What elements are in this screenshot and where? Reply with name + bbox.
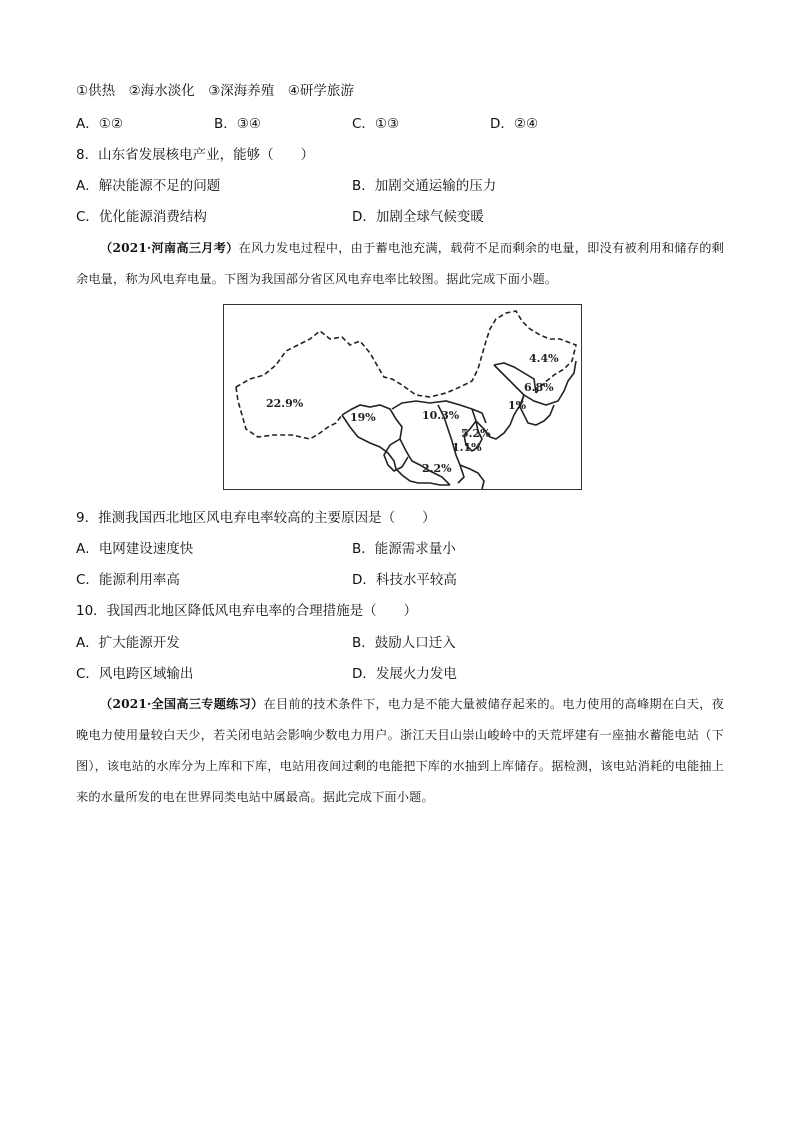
passage2-text: 在目前的技术条件下，电力是不能大量被储存起来的。电力使用的高峰期在白天，夜晚电力使用量较白天少，若关闭电站会影响少数电力用户。浙江天目山崇山峻岭中的天荒坪建有一座抽水蓄能电站（下图），该电站的水库分为上库和下库，电站用夜间过剩的电能把下库的水抽到上库储存。据检测，该电站消耗的电能抽上来的水量所发的电在世界同类电站中属最高。据此完成下面小题。 [76,697,724,804]
q9-options-row2 [76,571,736,589]
wind-curtailment-map [223,304,582,490]
map-label-shaanxi: 2.2% [422,462,452,475]
map-label-heilongjiang: 4.4% [529,352,559,365]
passage-wind-curtailment [76,233,724,295]
map-label-shanxi: 1.1% [452,441,482,454]
q9-option-a[interactable]: A．电网建设速度快 [76,541,194,557]
q7-option-b[interactable]: B．③④ [214,116,261,132]
q7-options [76,115,736,133]
q7-option-d[interactable]: D．②④ [490,116,539,132]
q10-options-row1 [76,634,736,652]
q9-option-c[interactable]: C．能源利用率高 [76,572,180,588]
q10-option-b[interactable]: B．鼓励人口迁入 [352,635,456,651]
q8-option-c[interactable]: C．优化能源消费结构 [76,209,207,225]
q8-option-b[interactable]: B．加剧交通运输的压力 [352,178,497,194]
q10-option-c[interactable]: C．风电跨区域输出 [76,666,194,682]
q9-option-d[interactable]: D．科技水平较高 [352,572,457,588]
passage-pumped-storage [76,689,724,813]
q8-options-row2 [76,208,736,226]
q9-options-row1 [76,540,736,558]
passage1-text: 在风力发电过程中，由于蓄电池充满，载荷不足而剩余的电量，即没有被利用和储存的剩余电量，称为风电弃电量。下图为我国部分省区风电弃电率比较图。据此完成下面小题。 [76,241,724,286]
q10-option-a[interactable]: A．扩大能源开发 [76,635,180,651]
q9-stem: 9．推测我国西北地区风电弃电率较高的主要原因是（ ） [76,510,436,526]
passage2-source: （2021·全国高三专题练习） [100,697,264,711]
q10-option-d[interactable]: D．发展火力发电 [352,666,457,682]
q9-option-b[interactable]: B．能源需求量小 [352,541,456,557]
q10-options-row2 [76,665,736,683]
q8-option-a[interactable]: A．解决能源不足的问题 [76,178,221,194]
map-label-inner-mongolia: 10.3% [422,409,460,422]
q7-option-a[interactable]: A．①② [76,116,123,132]
map-svg [224,305,583,491]
q10-stem: 10．我国西北地区降低风电弃电率的合理措施是（ ） [76,603,418,619]
map-label-gansu: 19% [350,411,376,424]
map-outline-dashed [236,311,576,439]
q7-option-c[interactable]: C．①③ [352,116,400,132]
passage1-source: （2021·河南高三月考） [100,241,239,255]
map-label-xinjiang: 22.9% [266,397,304,410]
map-label-liaoning: 1% [508,399,527,412]
q8-option-d[interactable]: D．加剧全球气候变暖 [352,209,484,225]
map-label-jilin: 6.8% [524,381,554,394]
q8-options-row1 [76,177,736,195]
map-label-hebei: 5.2% [461,427,491,440]
q8-stem: 8．山东省发展核电产业，能够（ ） [76,147,315,163]
q7-items: ①供热 ②海水淡化 ③深海养殖 ④研学旅游 [76,83,354,99]
